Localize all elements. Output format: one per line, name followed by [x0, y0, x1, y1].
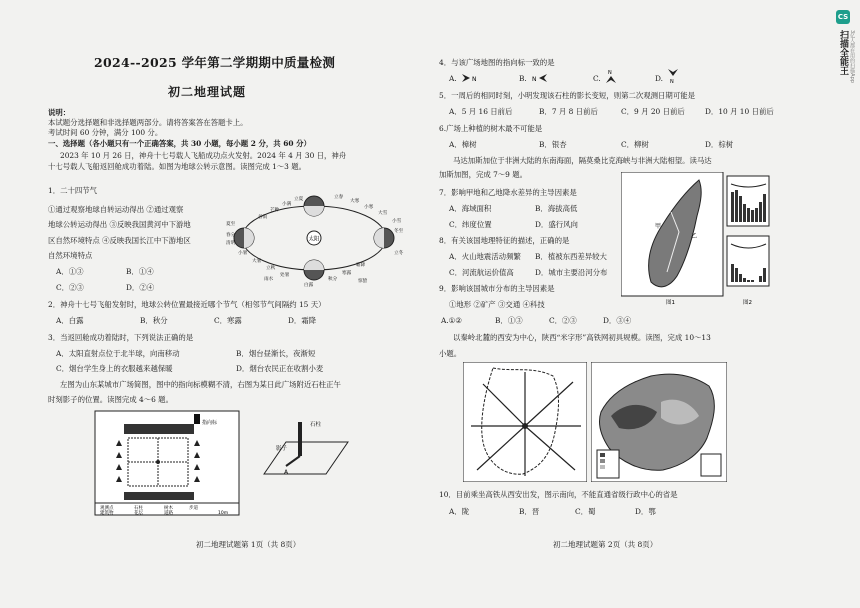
option-b: B．①③	[495, 316, 523, 325]
scanner-tagline: 3亿人都在用的扫描App	[849, 30, 855, 83]
question-line: 地球公转运动得出 ③反映我国黄河中下游地	[48, 220, 191, 229]
camscanner-logo-icon: CS	[836, 10, 850, 24]
question-line: ①通过观察地球自转运动得出 ②通过观察	[48, 205, 184, 214]
arrow-north-down-icon	[667, 68, 679, 84]
option-b: B．海拔高低	[535, 204, 578, 213]
option-a: A.①②	[441, 316, 462, 325]
svg-text:树木: 树木	[164, 506, 173, 511]
option-b: B．烟台昼渐长，夜渐短	[236, 349, 316, 358]
svg-text:小寒: 小寒	[364, 205, 374, 210]
option-d: D．烟台农民正在收割小麦	[236, 364, 324, 373]
option-d: D．盛行风向	[535, 220, 578, 229]
svg-text:N: N	[532, 76, 537, 83]
svg-text:大雪: 大雪	[378, 211, 388, 216]
passage-line: 左图为山东某城市广场简图，图中的指向标模糊不清，右图为某日此广场附近石柱正午	[60, 380, 341, 389]
option-c: C.	[593, 74, 601, 83]
svg-text:步道: 步道	[189, 506, 198, 511]
svg-text:处暑: 处暑	[280, 273, 290, 278]
climate-chart-bottom	[727, 236, 769, 286]
section-heading: 一、选择题（各小题只有一个正确答案，共 30 小题，每小题 2 分，共 60 分）	[48, 139, 311, 148]
passage-line: 以秦岭北麓的西安为中心，陕西“米字形”高铁网初具规模。读图，完成 10～13	[453, 333, 711, 342]
svg-text:清明: 清明	[226, 241, 236, 246]
option-a: A．太阳直射点位于北半球，向南移动	[56, 349, 180, 358]
option-d: D．城市主要沿河分布	[535, 268, 608, 277]
note-line: 考试时间 60 分钟，满分 100 分。	[48, 128, 163, 137]
svg-text:乙: 乙	[691, 233, 698, 240]
option-b: B．秋分	[140, 316, 168, 325]
svg-text:花坛: 花坛	[134, 511, 143, 516]
question-stem: 2．神舟十七号飞船发射时，地球公转位置最接近哪个节气（相邻节气间隔约 15 天）	[48, 300, 326, 309]
option-d: D．③④	[603, 316, 632, 325]
option-d: D．10 月 10 日前后	[705, 107, 774, 116]
question-stem: 7．影响甲地和乙地降水差异的主导因素是	[439, 188, 577, 197]
option-d: D．霜降	[288, 316, 317, 325]
svg-text:N: N	[608, 70, 612, 76]
option-b: B．7 月 8 日前后	[539, 107, 598, 116]
question-stem: 5．一周后的相同时刻，小明发现该石柱的影长变短，则第二次观测日期可能是	[439, 91, 695, 100]
svg-text:太阳: 太阳	[308, 236, 320, 243]
svg-text:芒种: 芒种	[270, 208, 280, 213]
svg-text:小满: 小满	[282, 202, 292, 207]
option-b: B.	[519, 74, 527, 83]
arrow-north-right-icon	[461, 73, 479, 83]
svg-text:夏至: 夏至	[226, 222, 236, 227]
svg-text:影子: 影子	[276, 446, 288, 452]
question-line: 自然环境特点	[48, 251, 93, 260]
svg-text:图1: 图1	[666, 300, 675, 306]
svg-text:道路: 道路	[164, 511, 173, 516]
passage-line: 时刻影子的位置。读图完成 4～6 题。	[48, 395, 173, 404]
shaanxi-rail-map	[463, 362, 587, 482]
earth-icon	[234, 228, 254, 248]
question-stem: 3．当返回舱成功着陆时，下列说法正确的是	[48, 333, 194, 342]
svg-text:N: N	[670, 79, 674, 84]
svg-text:寒露: 寒露	[342, 271, 352, 276]
svg-text:立冬: 立冬	[394, 251, 404, 256]
svg-text:白露: 白露	[304, 283, 314, 288]
question-stem: 9．影响该国城市分布的主导因素是	[439, 284, 555, 293]
page-footer: 初二地理试题第 1页（共 8页）	[196, 540, 301, 549]
scanner-app-name: 扫描全能王	[838, 30, 848, 75]
svg-text:10m: 10m	[218, 511, 229, 516]
option-c: C．河流航运价值高	[449, 268, 514, 277]
question-stem: 1．二十四节气	[48, 186, 98, 195]
option-d: D．棕树	[705, 140, 734, 149]
exam-page-2	[435, 0, 820, 608]
question-line: ①地形 ②矿产 ③交通 ④科技	[449, 300, 545, 309]
option-c: C．9 月 20 日前后	[621, 107, 685, 116]
option-c: C．②③	[56, 283, 84, 292]
option-c: C．②③	[549, 316, 577, 325]
svg-text:指向标: 指向标	[202, 420, 218, 426]
option-c: C．蜀	[575, 507, 596, 516]
option-d: D．鄂	[635, 507, 656, 516]
svg-text:石柱: 石柱	[134, 506, 143, 511]
option-a: A．①③	[56, 267, 84, 276]
option-b: B．植被东西差异较大	[535, 252, 607, 261]
note-line: 本试题分选择题和非选择题两部分。请将答案答在答题卡上。	[48, 118, 248, 127]
svg-text:A: A	[284, 469, 289, 476]
exam-title: 2024--2025 学年第二学期期中质量检测	[94, 55, 336, 70]
earth-icon	[374, 228, 394, 248]
pillar-shadow-diagram	[246, 416, 350, 480]
svg-text:立秋: 立秋	[266, 266, 276, 271]
option-d: D.	[655, 74, 664, 83]
madagascar-map-figure	[621, 172, 777, 308]
scanner-watermark	[832, 0, 860, 608]
passage-line: 十七号载人飞船返回舱成功着陆。如图为地球公转示意图。读图完成 1～3 题。	[48, 162, 306, 171]
exam-subtitle: 初二地理试题	[168, 85, 247, 99]
question-stem: 6.广场上种植的树木最不可能是	[439, 124, 543, 133]
arrow-north-up-icon	[605, 68, 617, 84]
option-c: C．纬度位置	[449, 220, 492, 229]
option-d: D．②④	[126, 283, 155, 292]
option-a: A．火山地震活动频繁	[449, 252, 521, 261]
svg-text:春分: 春分	[226, 233, 236, 238]
option-c: C．寒露	[214, 316, 242, 325]
exam-page-1	[30, 0, 420, 608]
city-square-plan	[94, 410, 240, 516]
passage-line: 2023 年 10 月 26 日，神舟十七号载人飞船成功点火发射。2024 年 4 月 30 日，神舟	[60, 151, 347, 160]
question-stem: 8．有关该国地理特征的描述，正确的是	[439, 236, 570, 245]
option-a: A.	[449, 74, 457, 83]
question-stem: 10．目前乘坐高铁从西安出发，图示南向，不能直通省级行政中心的省是	[439, 490, 678, 499]
option-a: A．樟树	[449, 140, 477, 149]
svg-text:冬至: 冬至	[394, 229, 404, 234]
svg-text:秋分: 秋分	[328, 277, 338, 282]
option-b: B．银杏	[539, 140, 567, 149]
question-stem: 4．与该广场地图的指向标一致的是	[439, 58, 555, 67]
earth-icon	[304, 260, 324, 280]
option-a: A．陇	[449, 507, 470, 516]
svg-text:石柱: 石柱	[310, 422, 322, 428]
option-a: A．白露	[56, 316, 84, 325]
svg-text:大暑: 大暑	[252, 259, 262, 264]
earth-icon	[304, 196, 324, 216]
question-line: 区自然环境特点 ④反映我国长江中下游地区	[48, 236, 191, 245]
climate-chart-top	[727, 176, 769, 226]
earth-orbit-diagram	[224, 192, 404, 288]
svg-text:图2: 图2	[743, 300, 752, 306]
svg-text:小暑: 小暑	[238, 251, 248, 256]
svg-text:惊蛰: 惊蛰	[358, 279, 368, 284]
option-b: B．①④	[126, 267, 154, 276]
passage-line: 小题。	[439, 349, 462, 358]
svg-text:立夏: 立夏	[294, 197, 304, 202]
svg-text:小雪: 小雪	[392, 219, 402, 224]
svg-text:谷雨: 谷雨	[258, 215, 268, 220]
option-c: C．烟台学生身上的衣服越来越保暖	[56, 364, 173, 373]
page-footer: 初二地理试题第 2页（共 8页）	[553, 540, 658, 549]
svg-text:立春: 立春	[334, 195, 344, 200]
notes-header: 说明：	[48, 108, 71, 117]
option-c: C．柳树	[621, 140, 649, 149]
passage-line: 马达加斯加位于非洲大陆的东南海面，隔莫桑比克海峡与非洲大陆相望。读马达	[453, 156, 712, 165]
svg-text:大寒: 大寒	[350, 199, 360, 204]
passage-line: 加斯加图，完成 7～9 题。	[439, 170, 528, 179]
svg-text:甲: 甲	[655, 223, 662, 230]
china-topography-map	[591, 362, 727, 482]
option-b: B．晋	[519, 507, 540, 516]
svg-text:建筑物: 建筑物	[100, 511, 114, 516]
svg-text:N: N	[472, 76, 477, 83]
svg-text:霜降: 霜降	[356, 263, 366, 268]
option-a: A．5 月 16 日前后	[449, 107, 513, 116]
svg-text:雨水: 雨水	[264, 277, 274, 282]
option-a: A．海域面积	[449, 204, 492, 213]
arrow-north-left-icon	[531, 73, 549, 83]
svg-text:观测点: 观测点	[100, 506, 114, 511]
